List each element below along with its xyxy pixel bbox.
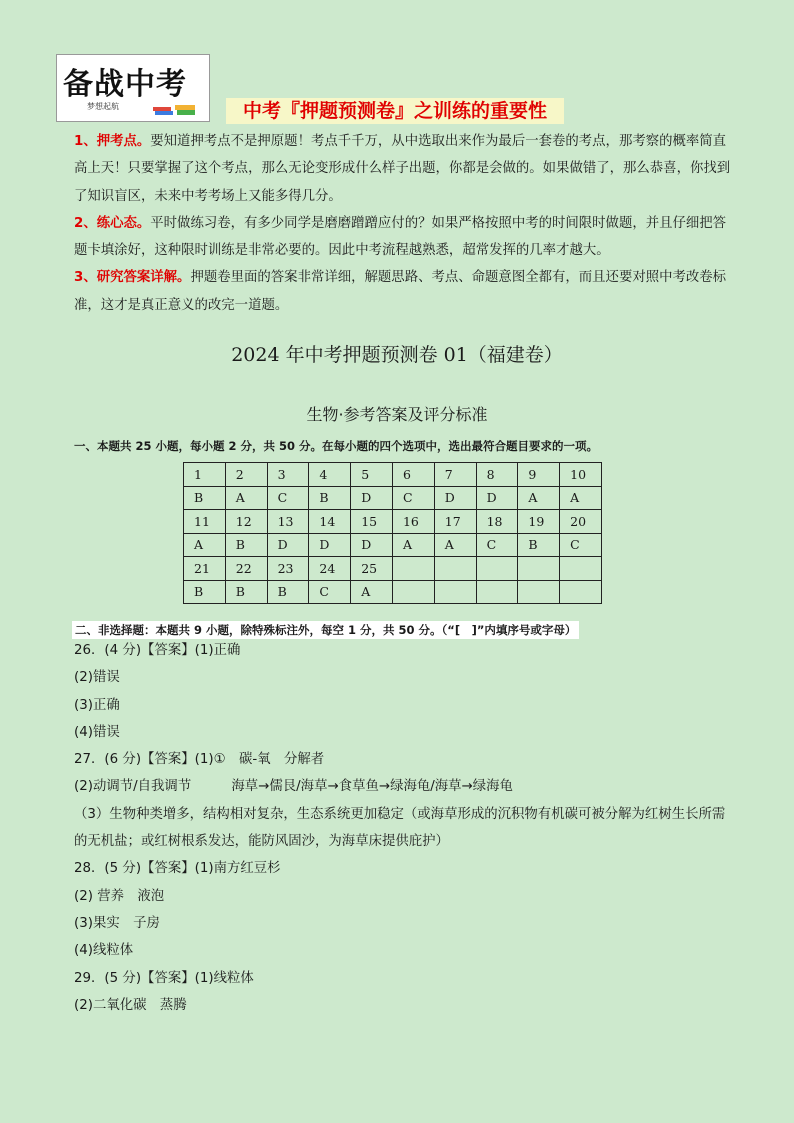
intro-key-3: 3、研究答案详解。 <box>74 270 191 286</box>
table-cell: 23 <box>267 557 309 581</box>
logo-text: 备战中考 <box>63 67 187 102</box>
section-2-heading: 二、非选择题：本题共 9 小题，除特殊标注外，每空 1 分，共 50 分。（“[ ]”内填序号或字母） <box>72 621 579 639</box>
books-icon <box>151 97 201 117</box>
table-cell: C <box>309 580 351 604</box>
table-cell: 13 <box>267 510 309 534</box>
table-cell: 3 <box>267 463 309 487</box>
table-cell: 16 <box>392 510 434 534</box>
answer-list <box>74 637 734 1019</box>
table-cell: 12 <box>225 510 267 534</box>
answer-line: (4)线粒体 <box>74 943 134 959</box>
table-cell: D <box>351 533 393 557</box>
table-cell <box>434 557 476 581</box>
answer-line: (3)正确 <box>74 697 120 713</box>
table-cell: C <box>560 533 602 557</box>
table-cell: 5 <box>351 463 393 487</box>
answer-line: (2)二氧化碳 蒸腾 <box>74 997 187 1013</box>
answer-line: 29．(5 分)【答案】(1)线粒体 <box>74 970 254 986</box>
answer-line: 27．(6 分)【答案】(1)① 碳-氧 分解者 <box>74 752 325 768</box>
table-cell: D <box>434 486 476 510</box>
table-cell: D <box>351 486 393 510</box>
answer-line: 28．(5 分)【答案】(1)南方红豆杉 <box>74 861 281 877</box>
table-cell: C <box>392 486 434 510</box>
table-cell <box>392 580 434 604</box>
table-cell <box>560 557 602 581</box>
table-cell: 17 <box>434 510 476 534</box>
table-cell: 8 <box>476 463 518 487</box>
table-cell: 11 <box>184 510 226 534</box>
answer-line: (2)动调节/自我调节 海草→儒艮/海草→食草鱼→绿海龟/海草→绿海龟 <box>74 779 513 795</box>
table-cell: 14 <box>309 510 351 534</box>
intro-key-2: 2、练心态。 <box>74 215 151 231</box>
table-cell: 2 <box>225 463 267 487</box>
table-cell: 22 <box>225 557 267 581</box>
table-cell: A <box>184 533 226 557</box>
table-row <box>184 533 602 557</box>
table-cell: D <box>309 533 351 557</box>
table-cell <box>560 580 602 604</box>
table-cell: A <box>560 486 602 510</box>
table-cell: 7 <box>434 463 476 487</box>
answer-line: (2) 营养 液泡 <box>74 888 165 904</box>
table-cell: 24 <box>309 557 351 581</box>
answer-line: (4)错误 <box>74 724 120 740</box>
banner-title: 中考『押题预测卷』之训练的重要性 <box>226 98 564 124</box>
exam-subtitle: 生物·参考答案及评分标准 <box>306 405 488 424</box>
table-cell: 21 <box>184 557 226 581</box>
intro-key-1: 1、押考点。 <box>74 134 151 149</box>
table-cell: A <box>434 533 476 557</box>
intro-text-3: 押题卷里面的答案非常详细，解题思路、考点、命题意图全都有，而且还要对照中考改卷标准，这才是真正意义的改完一道题。 <box>74 270 727 313</box>
answer-table <box>183 462 602 604</box>
table-row <box>184 510 602 534</box>
table-cell: 1 <box>184 463 226 487</box>
section-1-heading: 一、本题共 25 小题，每小题 2 分，共 50 分。在每小题的四个选项中，选出最符合题目要求的一项。 <box>74 439 599 453</box>
table-cell <box>518 557 560 581</box>
table-cell: D <box>267 533 309 557</box>
logo <box>56 54 210 122</box>
table-cell <box>392 557 434 581</box>
table-cell: 9 <box>518 463 560 487</box>
table-row <box>184 486 602 510</box>
table-cell <box>476 580 518 604</box>
table-cell: 10 <box>560 463 602 487</box>
table-cell: B <box>225 580 267 604</box>
table-cell: 15 <box>351 510 393 534</box>
logo-subtext: 梦想起航 <box>87 102 119 111</box>
answer-line: (2)错误 <box>74 670 120 686</box>
answer-line: 26．(4 分)【答案】(1)正确 <box>74 643 241 658</box>
table-cell: B <box>184 580 226 604</box>
table-cell: 4 <box>309 463 351 487</box>
intro-section <box>74 128 734 319</box>
table-cell: B <box>267 580 309 604</box>
table-cell: A <box>351 580 393 604</box>
table-row <box>184 580 602 604</box>
table-cell: A <box>518 486 560 510</box>
table-row <box>184 557 602 581</box>
table-cell: B <box>309 486 351 510</box>
intro-text-1: 要知道押考点不是押原题！考点千千万，从中选取出来作为最后一套卷的考点，那考察的概率简直高上天！只要掌握了这个考点，那么无论变形成什么样子出题，你都是会做的。如果做错了，那么恭喜，你找到了知识盲区，未来中考考场上又能多得几分。 <box>74 134 731 204</box>
intro-point-2 <box>74 210 734 265</box>
table-cell: 25 <box>351 557 393 581</box>
table-cell <box>518 580 560 604</box>
intro-point-1 <box>74 128 734 210</box>
answer-line: (3)果实 子房 <box>74 915 160 931</box>
exam-title: 2024 年中考押题预测卷 01（福建卷） <box>231 344 563 366</box>
answer-line: （3）生物种类增多，结构相对复杂，生态系统更加稳定（或海草形成的沉积物有机碳可被分解为红树生长所需的无机盐；或红树根系发达，能防风固沙，为海草床提供庇护） <box>74 806 726 850</box>
table-cell: C <box>476 533 518 557</box>
intro-text-2: 平时做练习卷，有多少同学是磨磨蹭蹭应付的？如果严格按照中考的时间限时做题，并且仔细把答题卡填涂好，这种限时训练是非常必要的。因此中考流程越熟悉，超常发挥的几率才越大。 <box>74 215 727 259</box>
table-cell: B <box>518 533 560 557</box>
table-cell: 18 <box>476 510 518 534</box>
table-cell: D <box>476 486 518 510</box>
table-cell <box>476 557 518 581</box>
table-cell: A <box>392 533 434 557</box>
table-cell: C <box>267 486 309 510</box>
table-cell: 20 <box>560 510 602 534</box>
table-cell: B <box>225 533 267 557</box>
table-cell: 6 <box>392 463 434 487</box>
table-cell <box>434 580 476 604</box>
intro-point-3 <box>74 264 734 319</box>
table-cell: 19 <box>518 510 560 534</box>
table-row <box>184 463 602 487</box>
table-cell: A <box>225 486 267 510</box>
table-cell: B <box>184 486 226 510</box>
